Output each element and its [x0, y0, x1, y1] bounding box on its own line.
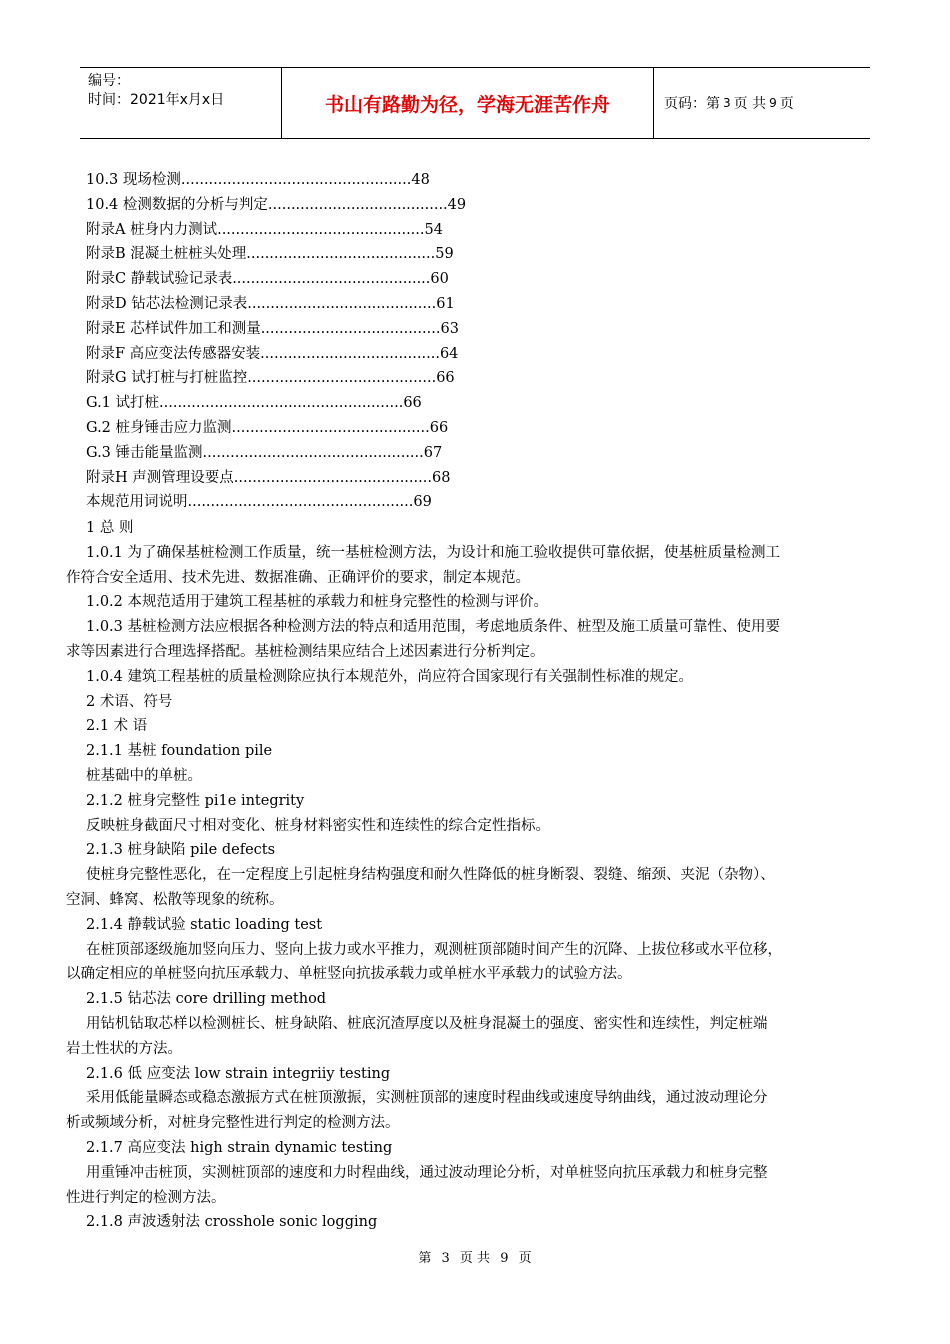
toc-entry[interactable]: [86, 466, 886, 491]
body-line: 1.0.2 本规范适用于建筑工程基桩的承载力和桩身完整性的检测与评价。: [86, 594, 549, 611]
toc-entry-page: 48: [411, 172, 430, 188]
toc-entry-title: 10.3 现场检测: [86, 172, 181, 188]
page-current: 3: [723, 96, 731, 110]
toc-entry-leader: .........................................: [247, 295, 437, 312]
footer-prefix: 第: [418, 1251, 432, 1266]
body-line: 桩基础中的单桩。: [86, 767, 202, 784]
body-line: 在桩顶部逐级施加竖向压力、竖向上拔力或水平推力，观测桩顶部随时间产生的沉降、上拔位移或水平位移，: [86, 941, 782, 958]
toc-entry-leader: .................................................: [187, 494, 414, 511]
toc-entry-page: 64: [439, 345, 459, 362]
toc-entry-page: 63: [440, 320, 459, 337]
toc-entry[interactable]: [86, 267, 886, 292]
page-label-prefix: 页码：第: [664, 96, 720, 112]
page-header: [80, 67, 870, 139]
body-line: 1.0.3 基桩检测方法应根据各种检测方法的特点和适用范围，考虑地质条件、桩型及施工质量可靠性、使用要: [86, 619, 780, 636]
toc-entry-page: 49: [447, 196, 467, 213]
body-line: 用重锤冲击桩顶，实测桩顶部的速度和力时程曲线，通过波动理论分析，对单桩竖向抗压承载力和桩身完整: [86, 1164, 768, 1181]
toc-entry-page: 59: [435, 246, 454, 263]
body-line: 2.1.7 高应变法 high strain dynamic testing: [86, 1139, 393, 1156]
document-body: [66, 516, 892, 1235]
toc-entry-page: 61: [436, 295, 455, 312]
toc-entry-title: 附录A 桩身内力测试: [86, 221, 218, 238]
page-label-suffix: 页: [779, 96, 794, 112]
toc-entry[interactable]: [86, 218, 886, 243]
toc-entry-page: 66: [403, 395, 422, 412]
body-line: 2.1.8 声波透射法 crosshole sonic logging: [86, 1214, 378, 1231]
toc-entry-page: 54: [424, 221, 443, 238]
toc-entry[interactable]: [86, 342, 886, 367]
toc-entry-page: 67: [423, 444, 443, 461]
toc-entry-page: 68: [431, 469, 451, 486]
toc-entry-leader: .........................................: [247, 370, 437, 387]
body-line: 2.1 术 语: [86, 718, 148, 735]
toc-entry-title: G.3 锤击能量监测: [86, 444, 203, 461]
header-motto: 书山有路勤为径，学海无涯苦作舟: [282, 68, 654, 138]
toc-entry-title: 附录B 混凝土桩桩头处理: [86, 246, 247, 263]
page-label-middle: 页 共: [733, 96, 767, 112]
body-line: 采用低能量瞬态或稳态激振方式在桩顶激振，实测桩顶部的速度时程曲线或速度导纳曲线，通过波动理论分: [86, 1090, 768, 1107]
toc-entry-leader: ..................................................: [180, 172, 412, 188]
page-total: 9: [769, 96, 777, 110]
page-footer: [0, 1247, 950, 1266]
toc-entry-page: 69: [413, 494, 432, 511]
table-of-contents: [86, 168, 886, 515]
body-line: 性进行判定的检测方法。: [66, 1189, 226, 1206]
toc-entry-title: 附录H 声测管理设要点: [86, 469, 234, 486]
body-line: 析或频域分析，对桩身完整性进行判定的检测方法。: [66, 1115, 400, 1132]
body-line: 反映桩身截面尺寸相对变化、桩身材料密实性和连续性的综合定性指标。: [86, 817, 550, 834]
body-line: 2.1.3 桩身缺陷 pile defects: [86, 842, 276, 859]
footer-suffix: 页: [518, 1251, 532, 1266]
body-line: 2.1.4 静载试验 static loading test: [86, 916, 323, 933]
header-meta: [80, 68, 282, 138]
toc-entry[interactable]: [86, 292, 886, 317]
toc-entry[interactable]: [86, 168, 886, 193]
header-page-info: [654, 68, 870, 138]
toc-entry[interactable]: [86, 416, 886, 441]
toc-entry-leader: .......................................: [260, 320, 441, 337]
toc-entry[interactable]: [86, 366, 886, 391]
toc-entry-title: 10.4 检测数据的分析与判定: [86, 196, 268, 213]
body-line: 2.1.5 钻芯法 core drilling method: [86, 991, 327, 1008]
footer-page-total: 9: [500, 1251, 509, 1266]
toc-entry[interactable]: [86, 242, 886, 267]
body-line: 以确定相应的单桩竖向抗压承载力、单桩竖向抗拔承载力或单桩水平承载力的试验方法。: [66, 966, 632, 983]
body-line: 1 总 则: [86, 520, 134, 536]
body-line: 1.0.4 建筑工程基桩的质量检测除应执行本规范外，尚应符合国家现行有关强制性标准的规定。: [86, 668, 693, 685]
toc-entry-title: G.2 桩身锤击应力监测: [86, 419, 232, 436]
toc-entry-leader: ...........................................: [232, 271, 431, 288]
number-label: 编号：: [88, 73, 130, 89]
toc-entry-leader: .......................................: [260, 345, 440, 362]
toc-entry-leader: ................................................: [202, 444, 424, 461]
toc-entry[interactable]: [86, 317, 886, 342]
toc-entry-title: 附录E 芯样试件加工和测量: [86, 320, 261, 337]
time-label: 时间：2021年x月x日: [88, 92, 225, 108]
toc-entry-title: 附录D 钻芯法检测记录表: [86, 295, 248, 312]
body-line: 2.1.6 低 应变法 low strain integriiy testing: [86, 1065, 391, 1082]
toc-entry[interactable]: [86, 441, 886, 466]
body-line: 2.1.1 基桩 foundation pile: [86, 743, 273, 760]
toc-entry[interactable]: [86, 490, 886, 515]
footer-page-current: 3: [441, 1251, 450, 1266]
toc-entry-title: 附录F 高应变法传感器安装: [86, 345, 261, 362]
body-line: 岩土性状的方法。: [66, 1040, 182, 1057]
body-line: 使桩身完整性恶化，在一定程度上引起桩身结构强度和耐久性降低的桩身断裂、裂缝、缩颈、夹泥（杂物）、: [86, 867, 775, 884]
toc-entry[interactable]: [86, 391, 886, 416]
toc-entry-title: 本规范用词说明: [86, 494, 188, 511]
body-line: 2.1.2 桩身完整性 pi1e integrity: [86, 792, 305, 809]
toc-entry-leader: .....................................................: [159, 395, 404, 412]
toc-entry-leader: .......................................: [267, 196, 448, 213]
body-line: 空洞、蜂窝、松散等现象的统称。: [66, 891, 284, 908]
toc-entry-leader: ...........................................: [231, 419, 430, 436]
body-line: 用钻机钻取芯样以检测桩长、桩身缺陷、桩底沉渣厚度以及桩身混凝土的强度、密实性和连续性，判定桩端: [86, 1015, 768, 1032]
toc-entry-leader: ...........................................: [233, 469, 432, 486]
toc-entry-page: 66: [436, 370, 455, 387]
toc-entry-page: 60: [430, 271, 449, 288]
toc-entry-title: 附录G 试打桩与打桩监控: [86, 370, 248, 387]
toc-entry-leader: .............................................: [217, 221, 425, 238]
toc-entry-page: 66: [429, 419, 449, 436]
toc-entry-title: G.1 试打桩: [86, 395, 160, 412]
body-line: 作符合安全适用、技术先进、数据准确、正确评价的要求，制定本规范。: [66, 569, 530, 586]
body-line: 1.0.1 为了确保基桩检测工作质量，统一基桩检测方法，为设计和施工验收提供可靠依据，使基桩质量检测工: [86, 544, 780, 561]
toc-entry-title: 附录C 静载试验记录表: [86, 271, 233, 288]
body-line: 2 术语、符号: [86, 693, 173, 710]
body-line: 求等因素进行合理选择搭配。基桩检测结果应结合上述因素进行分析判定。: [66, 643, 545, 660]
toc-entry[interactable]: [86, 193, 886, 218]
toc-entry-leader: .........................................: [246, 246, 436, 263]
footer-middle: 页 共: [459, 1251, 491, 1266]
